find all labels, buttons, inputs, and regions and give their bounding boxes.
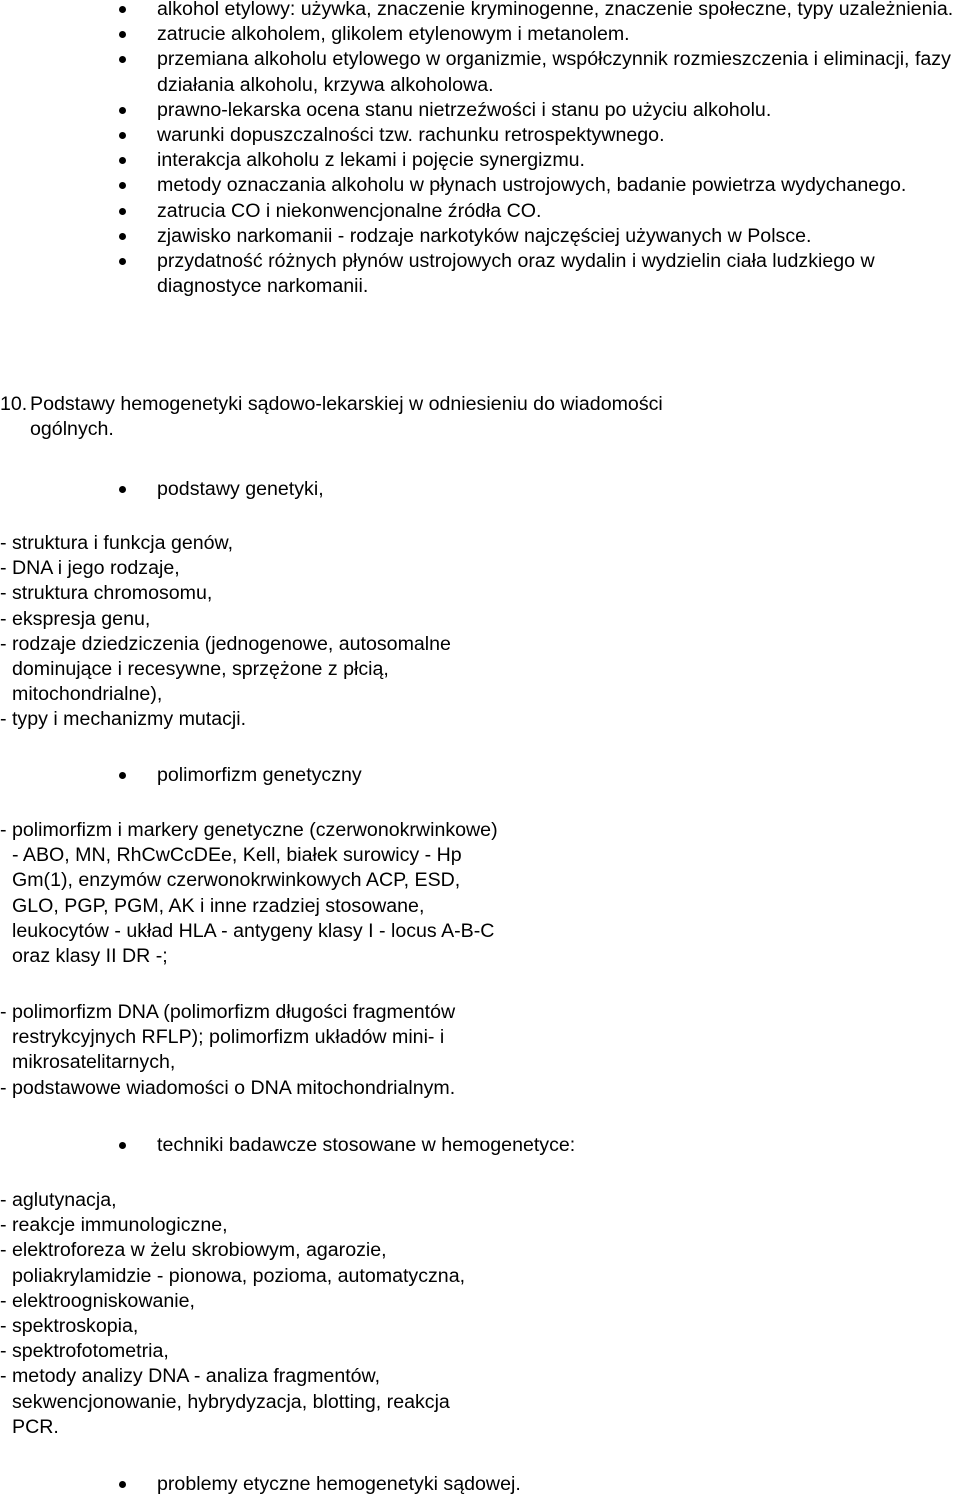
- subheading-text: problemy etyczne hemogenetyki sądowej.: [157, 1473, 521, 1495]
- genetics-items: [0, 531, 640, 733]
- list-item: - struktura i funkcja genów,: [0, 532, 234, 554]
- list-item-continuation: - ABO, MN, RhCwCcDEe, Kell, białek surowicy - Hp: [12, 844, 462, 867]
- list-item: prawno-lekarska ocena stanu nietrzeźwości i stanu po użyciu alkoholu.: [0, 98, 960, 123]
- bullet-icon: [119, 1481, 126, 1488]
- list-item: alkohol etylowy: używka, znaczenie kryminogenne, znaczenie społeczne, typy uzależnienia.: [0, 0, 960, 22]
- list-item-continuation: mitochondrialne),: [12, 683, 163, 706]
- section-number: 10.: [0, 393, 28, 415]
- polymorphism-block-2: [0, 1000, 640, 1101]
- section-10-heading: [0, 392, 800, 442]
- section-title-line: Podstawy hemogenetyki sądowo-lekarskiej w odniesieniu do wiadomości: [30, 393, 663, 415]
- list-item-continuation: GLO, PGP, PGM, AK i inne rzadziej stosowane,: [12, 894, 425, 917]
- list-item-continuation: oraz klasy II DR -;: [12, 945, 168, 968]
- list-item: przydatność różnych płynów ustrojowych oraz wydalin i wydzielin ciała ludzkiego w diagnostyce narkomanii.: [0, 249, 960, 299]
- list-item: przemiana alkoholu etylowego w organizmie, współczynnik rozmieszczenia i eliminacji, fazy działania alkoholu, krzywa alkoholowa.: [0, 47, 960, 97]
- list-item: - polimorfizm DNA (polimorfizm długości fragmentów: [0, 1001, 456, 1023]
- bullet-icon: [119, 1142, 126, 1149]
- list-item: - polimorfizm i markery genetyczne (czerwonokrwinkowe): [0, 819, 498, 841]
- list-item: - spektrofotometria,: [0, 1340, 169, 1363]
- list-item: - elektroforeza w żelu skrobiowym, agarozie,: [0, 1239, 387, 1262]
- section-title-line: ogólnych.: [30, 418, 114, 441]
- subheading-text: polimorfizm genetyczny: [157, 764, 362, 786]
- list-item: - rodzaje dziedziczenia (jednogenowe, autosomalne: [0, 632, 451, 655]
- list-item: - DNA i jego rodzaje,: [0, 557, 180, 580]
- list-item-continuation: dominujące i recesywne, sprzężone z płcią,: [12, 658, 389, 681]
- list-item-continuation: sekwencjonowanie, hybrydyzacja, blotting, reakcja: [12, 1390, 450, 1413]
- list-item: - spektroskopia,: [0, 1315, 139, 1338]
- subheading-text: techniki badawcze stosowane w hemogenetyce:: [157, 1134, 576, 1156]
- bullet-icon: [119, 772, 126, 779]
- list-item-continuation: poliakrylamidzie - pionowa, pozioma, automatyczna,: [12, 1264, 466, 1287]
- list-item: - aglutynacja,: [0, 1189, 117, 1211]
- list-item-continuation: Gm(1), enzymów czerwonokrwinkowych ACP, ESD,: [12, 869, 461, 892]
- list-item: zjawisko narkomanii - rodzaje narkotyków najczęściej używanych w Polsce.: [0, 224, 960, 249]
- list-item: - elektroogniskowanie,: [0, 1289, 195, 1312]
- list-item-continuation: PCR.: [12, 1415, 59, 1438]
- list-item: - metody analizy DNA - analiza fragmentów,: [0, 1365, 381, 1388]
- list-item: warunki dopuszczalności tzw. rachunku retrospektywnego.: [0, 123, 960, 148]
- subheading-text: podstawy genetyki,: [157, 478, 324, 500]
- list-item: - podstawowe wiadomości o DNA mitochondrialnym.: [0, 1076, 456, 1099]
- techniques-items: [0, 1188, 640, 1440]
- list-item-continuation: mikrosatelitarnych,: [12, 1051, 176, 1074]
- list-item: - typy i mechanizmy mutacji.: [0, 708, 247, 731]
- list-item-continuation: restrykcyjnych RFLP); polimorfizm układów mini- i: [12, 1026, 445, 1049]
- list-item: interakcja alkoholu z lekami i pojęcie synergizmu.: [0, 148, 960, 173]
- polymorphism-block-1: [0, 818, 640, 969]
- list-item: metody oznaczania alkoholu w płynach ustrojowych, badanie powietrza wydychanego.: [0, 173, 960, 198]
- list-item: - ekspresja genu,: [0, 607, 151, 630]
- list-item: - struktura chromosomu,: [0, 582, 213, 605]
- bullet-icon: [119, 486, 126, 493]
- list-item-continuation: leukocytów - układ HLA - antygeny klasy I - locus A-B-C: [12, 919, 495, 942]
- alcohol-topics-list: [0, 0, 960, 299]
- list-item: zatrucie alkoholem, glikolem etylenowym i metanolem.: [0, 22, 960, 47]
- list-item: zatrucia CO i niekonwencjonalne źródła CO.: [0, 199, 960, 224]
- list-item: - reakcje immunologiczne,: [0, 1214, 228, 1237]
